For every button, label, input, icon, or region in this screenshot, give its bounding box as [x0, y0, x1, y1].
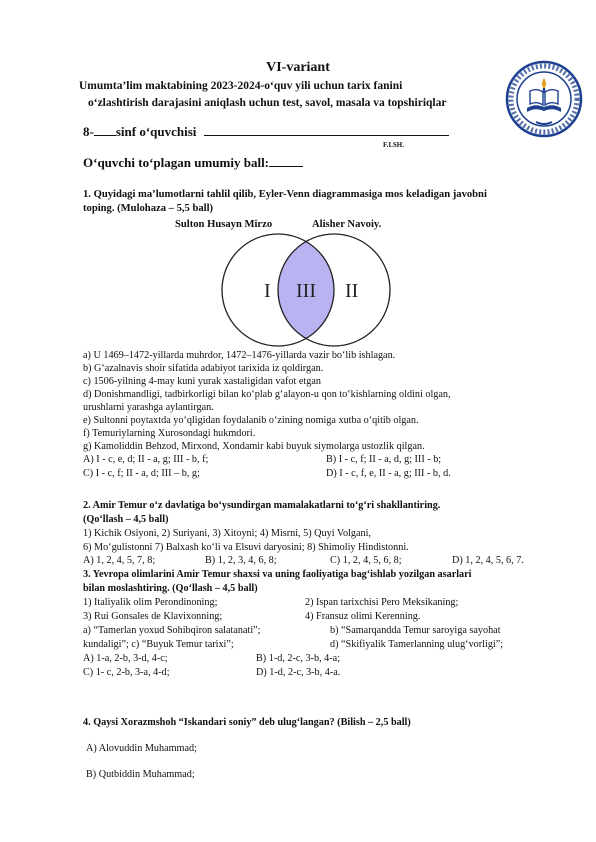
q1-item: e) Sultonni poytaxtda yo‘qligidan foydalanib o‘zining nomiga xutba o‘qitib olgan.	[83, 415, 419, 426]
intro-line-1: Umumta’lim maktabining 2023-2024-o‘quv yili uchun tarix fanini	[79, 80, 403, 92]
student-name-blank[interactable]	[204, 135, 449, 136]
q2-list-line-1: 1) Kichik Osiyoni, 2) Suriyani, 3) Xitoyni; 4) Misrni, 5) Quyi Volgani,	[83, 528, 371, 539]
venn-region-3: III	[296, 280, 316, 302]
q3-work-line-2a: kundaligi”; c) “Buyuk Temur tarixi”;	[83, 639, 234, 650]
q4-text: 4. Qaysi Xorazmshoh “Iskandari soniy” deb ulug‘langan? (Bilish – 2,5 ball)	[83, 717, 411, 728]
q2-option-a[interactable]: A) 1, 2, 4, 5, 7, 8;	[83, 555, 156, 566]
q3-scholar-1: 1) Italiyalik olim Perondinoning;	[83, 597, 218, 608]
q2-text-line-2: (Qo‘llash – 4,5 ball)	[83, 514, 169, 525]
q3-scholar-2: 2) Ispan tarixchisi Pero Meksikaning;	[305, 597, 459, 608]
intro-line-2: o‘zlashtirish darajasini aniqlash uchun test, savol, masala va topshiriqlar	[88, 97, 447, 109]
q3-option-c[interactable]: C) 1- c, 2-b, 3-a, 4-d;	[83, 667, 170, 678]
q1-item: b) G‘azalnavis shoir sifatida adabiyot tarixida iz qoldirgan.	[83, 363, 324, 374]
class-line	[83, 124, 449, 140]
q2-text-line-1: 2. Amir Temur o‘z davlatiga bo‘ysundirgan mamalakatlarni to‘g‘ri shakllantiring.	[83, 500, 441, 511]
variant-title: VI-variant	[266, 60, 330, 75]
q1-option-b[interactable]: B) I - c, f; II - a, d, g; III - b;	[326, 454, 442, 465]
q3-option-d[interactable]: D) 1-d, 2-c, 3-b, 4-a.	[256, 667, 341, 678]
venn-left-title: Sulton Husayn Mirzo	[175, 219, 273, 230]
q3-scholar-4: 4) Fransuz olimi Kerenning.	[305, 611, 421, 622]
class-number-blank[interactable]	[94, 135, 116, 136]
q3-option-a[interactable]: A) 1-a, 2-b, 3-d, 4-c;	[83, 653, 168, 664]
q4-option-a[interactable]: A) Alovuddin Muhammad;	[86, 743, 197, 754]
q1-option-a[interactable]: A) I - c, e, d; II - a, g; III - b, f;	[83, 454, 209, 465]
q2-option-d[interactable]: D) 1, 2, 4, 5, 6, 7.	[452, 555, 524, 566]
venn-right-title: Alisher Navoiy.	[312, 219, 382, 230]
q2-list-line-2: 6) Mo‘gulistonni 7) Balxash ko‘li va Elsuvi daryosini; 8) Shimoliy Hindistonni.	[83, 542, 409, 553]
venn-region-2: II	[345, 280, 359, 302]
class-prefix: 8-	[83, 124, 94, 139]
q1-item: a) U 1469–1472-yillarda muhrdor, 1472–1476-yillarda vazir bo‘lib ishlagan.	[83, 350, 396, 361]
q3-work-line-2b: d) “Skifiyalik Tamerlanning ulug‘vorligi”;	[330, 639, 504, 650]
q3-work-line-1b: b) “Samarqandda Temur saroyiga sayohat	[330, 625, 501, 636]
score-label: O‘quvchi to‘plagan umumiy ball:	[83, 155, 270, 170]
class-label: sinf o‘quvchisi	[115, 124, 197, 139]
school-emblem-icon	[505, 60, 583, 138]
q3-text-line-1: 3. Yevropa olimlarini Amir Temur shaxsi va uning faoliyatiga bag‘ishlab yozilgan asarlari	[83, 569, 472, 580]
q3-scholar-3: 3) Rui Gonsales de Klavixonning;	[83, 611, 223, 622]
q1-option-d[interactable]: D) I - c, f, e, II - a, g; III - b, d.	[326, 468, 451, 479]
q1-text-line-1: 1. Quyidagi ma’lumotlarni tahlil qilib, Eyler-Venn diagrammasiga mos keladigan javobni	[83, 189, 487, 200]
venn-diagram	[200, 232, 412, 350]
q4-option-b[interactable]: B) Qutbiddin Muhammad;	[86, 769, 195, 780]
q1-item: g) Kamoliddin Behzod, Mirxond, Xondamir kabi buyuk siymolarga ustozlik qilgan.	[83, 441, 425, 452]
q3-text-line-2: bilan moslashtiring. (Qo‘llash – 4,5 ball)	[83, 583, 258, 594]
fish-label: F.I.SH.	[383, 141, 404, 149]
q1-item: d) Donishmandligi, tadbirkorligi bilan ko‘plab g‘alayon-u qon to‘kishlarning oldini olgan,	[83, 389, 451, 400]
q3-work-line-1a: a) “Tamerlan yoxud Sohibqiron salatanati”;	[83, 625, 261, 636]
q1-item: c) 1506-yilning 4-may kuni yurak xastaligidan vafot etgan	[83, 376, 321, 387]
score-line	[83, 155, 303, 171]
q1-text-line-2: toping. (Mulohaza – 5,5 ball)	[83, 203, 214, 214]
q1-option-c[interactable]: C) I - c, f; II - a, d; III – b, g;	[83, 468, 200, 479]
q2-option-c[interactable]: C) 1, 2, 4, 5, 6, 8;	[330, 555, 402, 566]
q1-item: urushlarni yarashga aylantirgan.	[83, 402, 214, 413]
q1-item: f) Temuriylarning Xurosondagi hukmdori.	[83, 428, 256, 439]
q3-option-b[interactable]: B) 1-d, 2-c, 3-b, 4-a;	[256, 653, 341, 664]
venn-region-1: I	[264, 280, 271, 302]
q2-option-b[interactable]: B) 1, 2, 3, 4, 6, 8;	[205, 555, 277, 566]
score-blank[interactable]	[269, 166, 303, 167]
